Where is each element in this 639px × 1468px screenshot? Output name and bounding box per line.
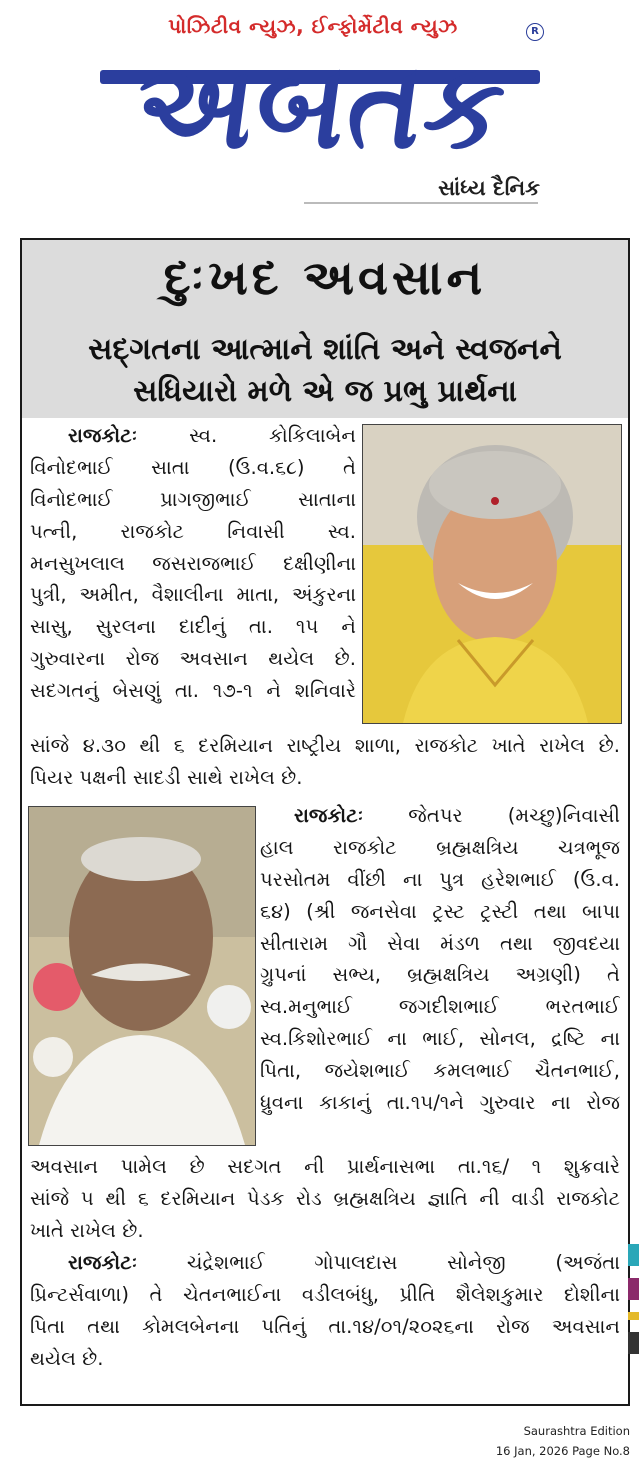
masthead-tagline: પોઝિટીવ ન્યુઝ, ઈન્ફોર્મેટીવ ન્યુઝ (168, 14, 458, 38)
notice-1-line-7: સાસુ, સુરલના દાદીનું તા. ૧૫ ને (30, 615, 356, 639)
notice-2-line-4: ૬૪) (શ્રી જનસેવા ટ્રસ્ટ ટ્રસ્ટી તથા બાપા (260, 899, 620, 923)
portrait-woman-image (363, 425, 621, 723)
notice-1-line-8: ગુરુવારના રોજ અવસાન થયેલ છે. (30, 647, 356, 671)
article-subhead-line-1: સદ્ગતના આત્માને શાંતિ અને સ્વજનને (88, 332, 562, 367)
newspaper-logo: અબતક (127, 38, 515, 176)
portrait-man-image (29, 807, 255, 1145)
notice-1-line-2: વિનોદભાઈ સાતા (ઉ.વ.૬૮) તે (30, 455, 356, 479)
notice-2-narrow (260, 800, 620, 1119)
notice-3-lead: રાજકોટઃ (68, 1251, 138, 1274)
notice-2-line-6: ગ્રુપનાં સભ્ય, બ્રહ્મક્ષત્રિય અગ્રણી) તે (260, 963, 620, 987)
notice-3-line-2: પ્રિન્ટર્સવાળા) તે ચેતનભાઈના વડીલબંધુ, પ્રીતિ શૈલેશકુમાર દોશીના (30, 1282, 620, 1306)
portrait-photo-man (28, 806, 256, 1146)
notice-1-wide (30, 730, 620, 794)
notice-1-line-9: સદગતનું બેસણું તા. ૧૭-૧ ને શનિવારે (30, 679, 356, 703)
portrait-photo-woman (362, 424, 622, 724)
notice-1-line-3: વિનોદભાઈ પ્રાગજીભાઈ સાતાના (30, 487, 356, 511)
article-subhead-line-2: સધિયારો મળે એ જ પ્રભુ પ્રાર્થના (133, 374, 517, 409)
notice-1-line-11: પિયર પક્ષની સાદડી સાથે રાખેલ છે. (30, 765, 303, 789)
notice-3-line-3: પિતા તથા કોમલબેનના પતિનું તા.૧૪/૦૧/૨૦૨૬ના રોજ અવસાન (30, 1314, 620, 1338)
notice-3-line-4: થયેલ છે. (30, 1346, 104, 1370)
masthead-divider (304, 202, 538, 204)
notice-1-line-6: પુત્રી, અમીત, વૈશાલીના માતા, અંકુરના (30, 583, 356, 607)
footer-edition: Saurashtra Edition (523, 1424, 630, 1438)
notice-2-line-9: પિતા, જયેશભાઈ કમલભાઈ ચૈતનભાઈ, (260, 1059, 620, 1083)
notice-2-line-10: ધ્રુવના કાકાનું તા.૧૫/૧ને ગુરુવાર ના રોજ (260, 1091, 620, 1115)
notice-1-line-10: સાંજે ૪.૩૦ થી ૬ દરમિયાન રાષ્ટ્રીય શાળા, રાજકોટ ખાતે રાખેલ છે. (30, 734, 620, 757)
notice-1-line-5: મનસુખલાલ જસરાજભાઈ દક્ષીણીના (30, 551, 356, 575)
notice-1-lead: રાજકોટઃ (68, 424, 138, 447)
notice-2-line-3: પરસોતમ વીંછી ના પુત્ર હરેશભાઈ (ઉ.વ. (260, 867, 620, 891)
notice-2-line-13: ખાતે રાખેલ છે. (30, 1218, 144, 1242)
registered-mark-icon: R (526, 23, 544, 41)
notice-2-line-2: હાલ રાજકોટ બ્રહ્મક્ષત્રિય ચત્રભૂજ (260, 835, 620, 859)
notice-1-narrow (30, 420, 356, 707)
article-header-band (22, 240, 628, 418)
notice-1-line-4: પત્ની, રાજકોટ નિવાસી સ્વ. (30, 519, 356, 543)
notice-2-line-5: સીતારામ ગૌ સેવા મંડળ તથા જીવદયા (260, 931, 620, 955)
notice-2-lead: રાજકોટઃ (294, 804, 364, 827)
article-headline: દુઃખદ અવસાન (163, 250, 487, 306)
notice-3 (30, 1247, 620, 1375)
notice-2-line-7: સ્વ.મનુભાઈ જગદીશભાઈ ભરતભાઈ (260, 995, 620, 1019)
notice-3-line-1: ચંદ્રેશભાઈ ગોપાલદાસ સોનેજી (અજંતા (186, 1251, 620, 1274)
notice-2-line-1: જેતપર (મચ્છુ)નિવાસી (408, 804, 620, 827)
edition-type-label: સાંધ્ય દૈનિક (438, 176, 540, 200)
masthead (0, 0, 639, 215)
notice-2-line-11: અવસાન પામેલ છે સદગત ની પ્રાર્થનાસભા તા.૧૬/ ૧ શુક્રવારે (30, 1155, 620, 1178)
adjacent-column-edge (628, 1244, 639, 1404)
notice-2-line-8: સ્વ.કિશોરભાઈ ના ભાઈ, સોનલ, દ્રષ્ટિ ના (260, 1027, 620, 1051)
notice-1-line-1: સ્વ. કોકિલાબેન (189, 424, 356, 447)
footer-date-page: 16 Jan, 2026 Page No.8 (495, 1444, 630, 1458)
notice-2-line-12: સાંજે ૫ થી ૬ દરમિયાન પેડક રોડ બ્રહ્મક્ષત્રિય જ્ઞાતિ ની વાડી રાજકોટ (30, 1186, 620, 1210)
notice-2-wide (30, 1151, 620, 1247)
obituary-article (20, 238, 630, 1406)
